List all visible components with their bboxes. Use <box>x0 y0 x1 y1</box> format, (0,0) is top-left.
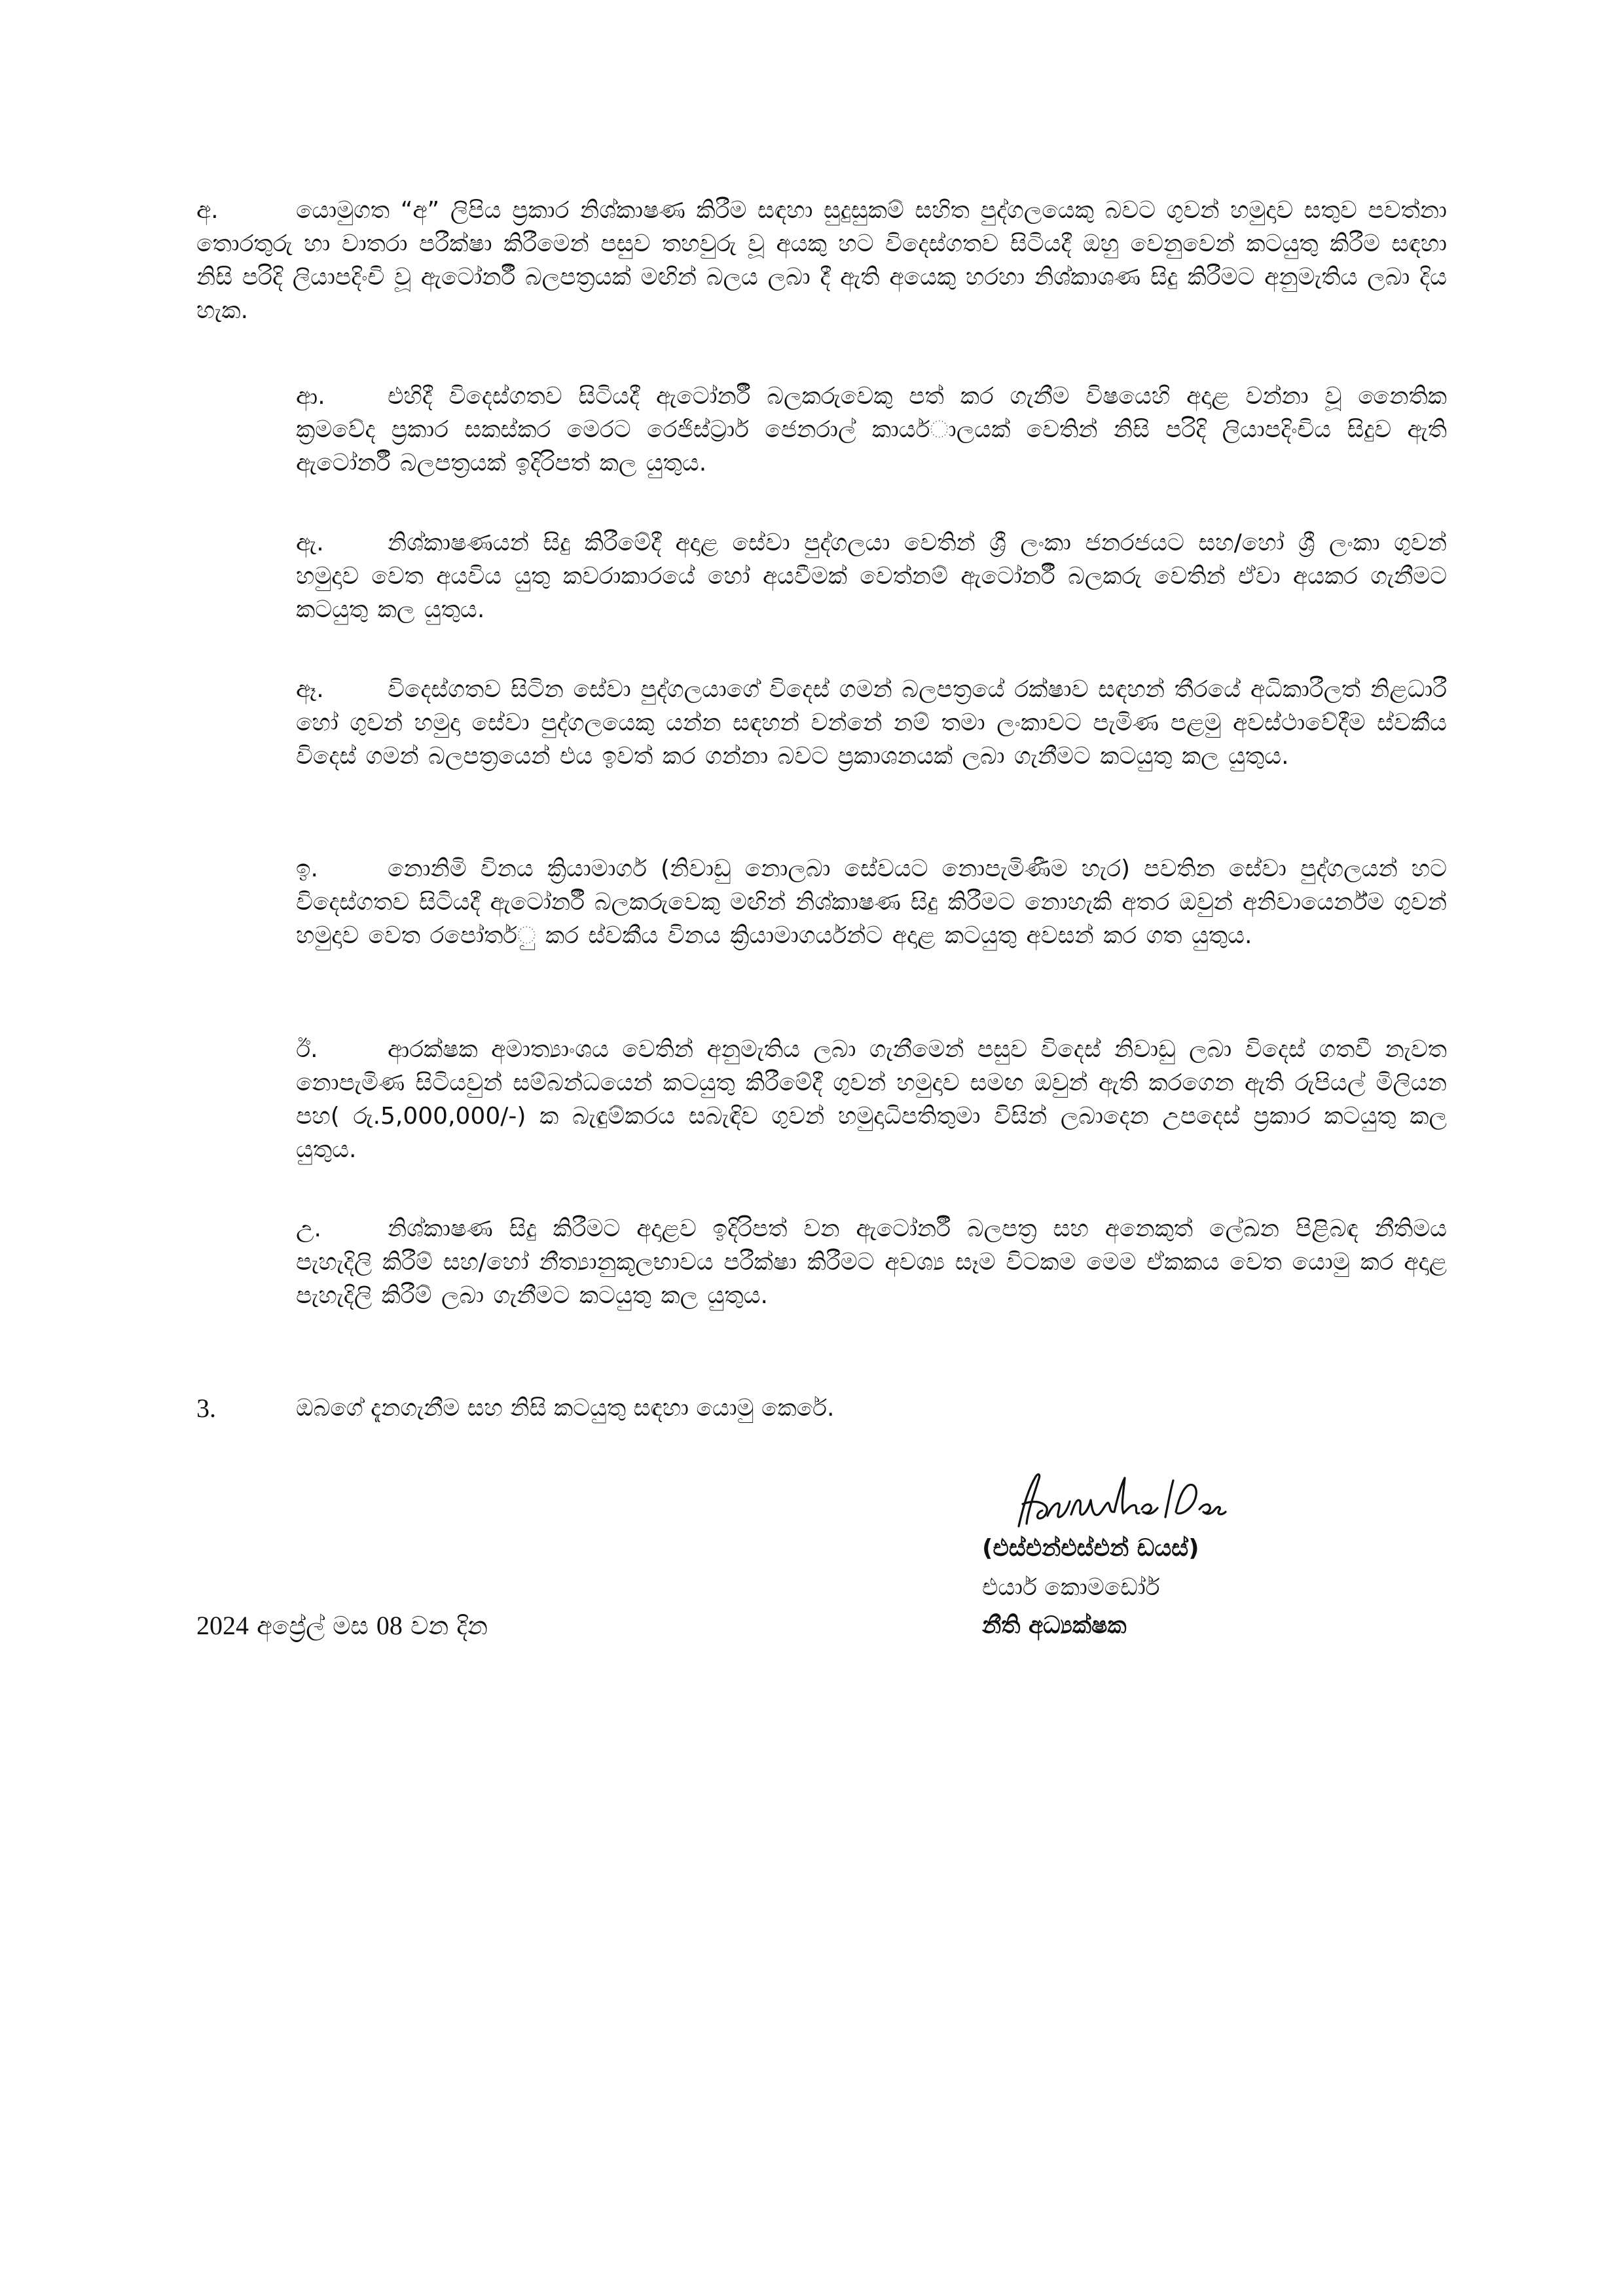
paragraph-ii-text: ආරක්ෂක අමාත්‍යාංශය වෙතින් අනුමැතිය ලබා ගැනීමෙන් පසුව විදෙස් නිවාඩු ලබා විදෙස් ගතවී නැවත නොපැමිණ සිටියවුන් සම්බන්ධයෙන් කටයුතු කිරීමේදී ගුවන් හමුදාව සමඟ ඔවුන් ඇති කරගෙන ඇති රුපියල් මිලියන පහ( රු.5,000,000/-) ක බැඳුම්කරය සබැඳිව ගුවන් හමුදාධිපතිතුමා විසින් ලබාදෙන උපදෙස් ප්‍රකාර කටයුතු කල යුතුය. <box>296 1036 1447 1163</box>
item-3-number: 3. <box>196 1393 216 1423</box>
date-day: 08 <box>376 1611 403 1640</box>
signatory-title: නීති අධ්‍යක්ෂක <box>982 1612 1127 1639</box>
paragraph-i <box>296 852 1447 952</box>
paragraph-i-text: නොනිමි විනය ක්‍රියාමාගර් (නිවාඩු නොලබා සේවයට නොපැමිණීම හැර) පවතින සේවා පුද්ගලයන් හට විදෙස්ගතව සිටියදී ඇටෝනර්‍රී බලකරුවෙකු මඟින් නිශ්කාෂණ සිදු කිරීමට නොහැකි අතර ඔවුන් අනිවායෙර්න්ම ගුවන් හමුදාව වෙත රපෝතර්ු කර ස්වකීය විනය ක්‍රියාමාගර්යන්ට අදාළ කටයුතු අවසන් කර ගත යුතුය. <box>296 855 1447 949</box>
date-month: අප්‍රේල් මස <box>257 1611 369 1640</box>
paragraph-aae <box>296 673 1447 773</box>
paragraph-a <box>196 194 1447 327</box>
paragraph-ae <box>296 526 1447 626</box>
paragraph-aae-marker: ඈ. <box>296 676 324 703</box>
paragraph-aa <box>296 380 1447 480</box>
paragraph-ii-marker: ඊ. <box>296 1036 318 1063</box>
paragraph-ae-text: නිශ්කාෂණයන් සිදු කිරීමේදී අදාළ සේවා පුද්ගලයා වෙතින් ශ්‍රී ලංකා ජනරජයට සහ/හෝ ශ්‍රී ලංකා ගුවන් හමුදාව වෙත අයවිය යුතු කවරාකාරයේ හෝ අයවීමක් වෙත්නම් ඇටෝනර්‍රී බලකරු වෙතින් ඒවා අයකර ගැනීමට කටයුතු කල යුතුය. <box>296 529 1447 623</box>
signatory-name: (එස්එන්එස්එන් ඩයස්) <box>982 1535 1199 1562</box>
paragraph-i-marker: ඉ. <box>296 855 318 882</box>
handwritten-signature <box>1013 1463 1230 1535</box>
paragraph-aa-marker: ආ. <box>296 383 325 410</box>
paragraph-a-text: යොමුගත “අ” ලිපිය ප්‍රකාර නිශ්කාෂණ කිරීම සඳහා සුදුසුකම් සහිත පුද්ගලයෙකු බවට ගුවන් හමුදාව සතුව පවත්නා තොරතුරු හා වාතරා පරීක්ෂා කිරීමෙන් පසුව තහවුරු වූ අයකු හට විදෙස්ගතව සිටියදී ඔහු වෙනුවෙන් කටයුතු කිරීම සඳහා නිසි පරිදි ලියාපදිංචි වූ ඇටෝනර්‍රී බලපත්‍රයක් මඟින් බලය ලබා දී ඇති අයෙකු හරහා නිශ්කාශණ සිදු කිරීමට අනුමැතිය ලබා දිය හැක. <box>196 197 1447 324</box>
signatory-rank: එයාර් කොමඩෝර් <box>982 1574 1160 1601</box>
paragraph-ae-marker: ඇ. <box>296 529 324 556</box>
date-suffix: වන දින <box>410 1611 488 1640</box>
paragraph-u-marker: උ. <box>296 1215 321 1242</box>
date-year: 2024 <box>196 1611 249 1640</box>
item-3-text: ඔබගේ දැනගැනීම සහ නිසි කටයුතු සඳහා යොමු කෙරේ. <box>296 1395 835 1422</box>
paragraph-aa-text: එහිදී විදෙස්ගතව සිටියදී ඇටෝනර්‍රී බලකරුවෙකු පත් කර ගැනීම විෂයෙහි අදාළ වන්නා වූ නෛතික ක්‍රමවේද ප්‍රකාර සකස්කර මෙරට රෙජිස්ට්‍රාර් ජෙනරාල් කායර්ාලයක් වෙතින් නිසි පරිදි ලියාපදිංචිය සිදුව ඇති ඇටෝනර්‍රී බලපත්‍රයක් ඉදිරිපත් කල යුතුය. <box>296 383 1447 476</box>
paragraph-ii <box>296 1033 1447 1166</box>
date-line <box>196 1609 488 1643</box>
paragraph-a-marker: අ. <box>196 197 219 224</box>
paragraph-u <box>296 1212 1447 1312</box>
paragraph-aae-text: විදෙස්ගතව සිටින සේවා පුද්ගලයාගේ විදෙස් ගමන් බලපත්‍රයේ රක්ෂාව සඳහන් තීරයේ අධිකාරීලත් නිළධාරී හෝ ගුවන් හමුදා සේවා පුද්ගලයෙකු යන්න සඳහන් වන්නේ නම් තමා ලංකාවට පැමිණ පළමු අවස්ථාවේදීම ස්වකීය විදෙස් ගමන් බලපත්‍රයෙන් එය ඉවත් කර ගන්නා බවට ප්‍රකාශනයක් ලබා ගැනීමට කටයුතු කල යුතුය. <box>296 676 1447 770</box>
paragraph-u-text: නිශ්කාෂණ සිදු කිරීමට අදාළව ඉදිරිපත් වන ඇටෝනර්‍රී බලපත්‍ර සහ අනෙකුත් ලේඛන පිළිබඳ නීතිමය පැහැදිලි කිරීම් සහ/හෝ නීත්‍යානුකූලභාවය පරීක්ෂා කිරීමට අවශ්‍ය සෑම විටකම මෙම ඒකකය වෙත යොමු කර අදාළ පැහැදිලි කිරීම් ලබා ගැනීමට කටයුතු කල යුතුය. <box>296 1215 1447 1309</box>
